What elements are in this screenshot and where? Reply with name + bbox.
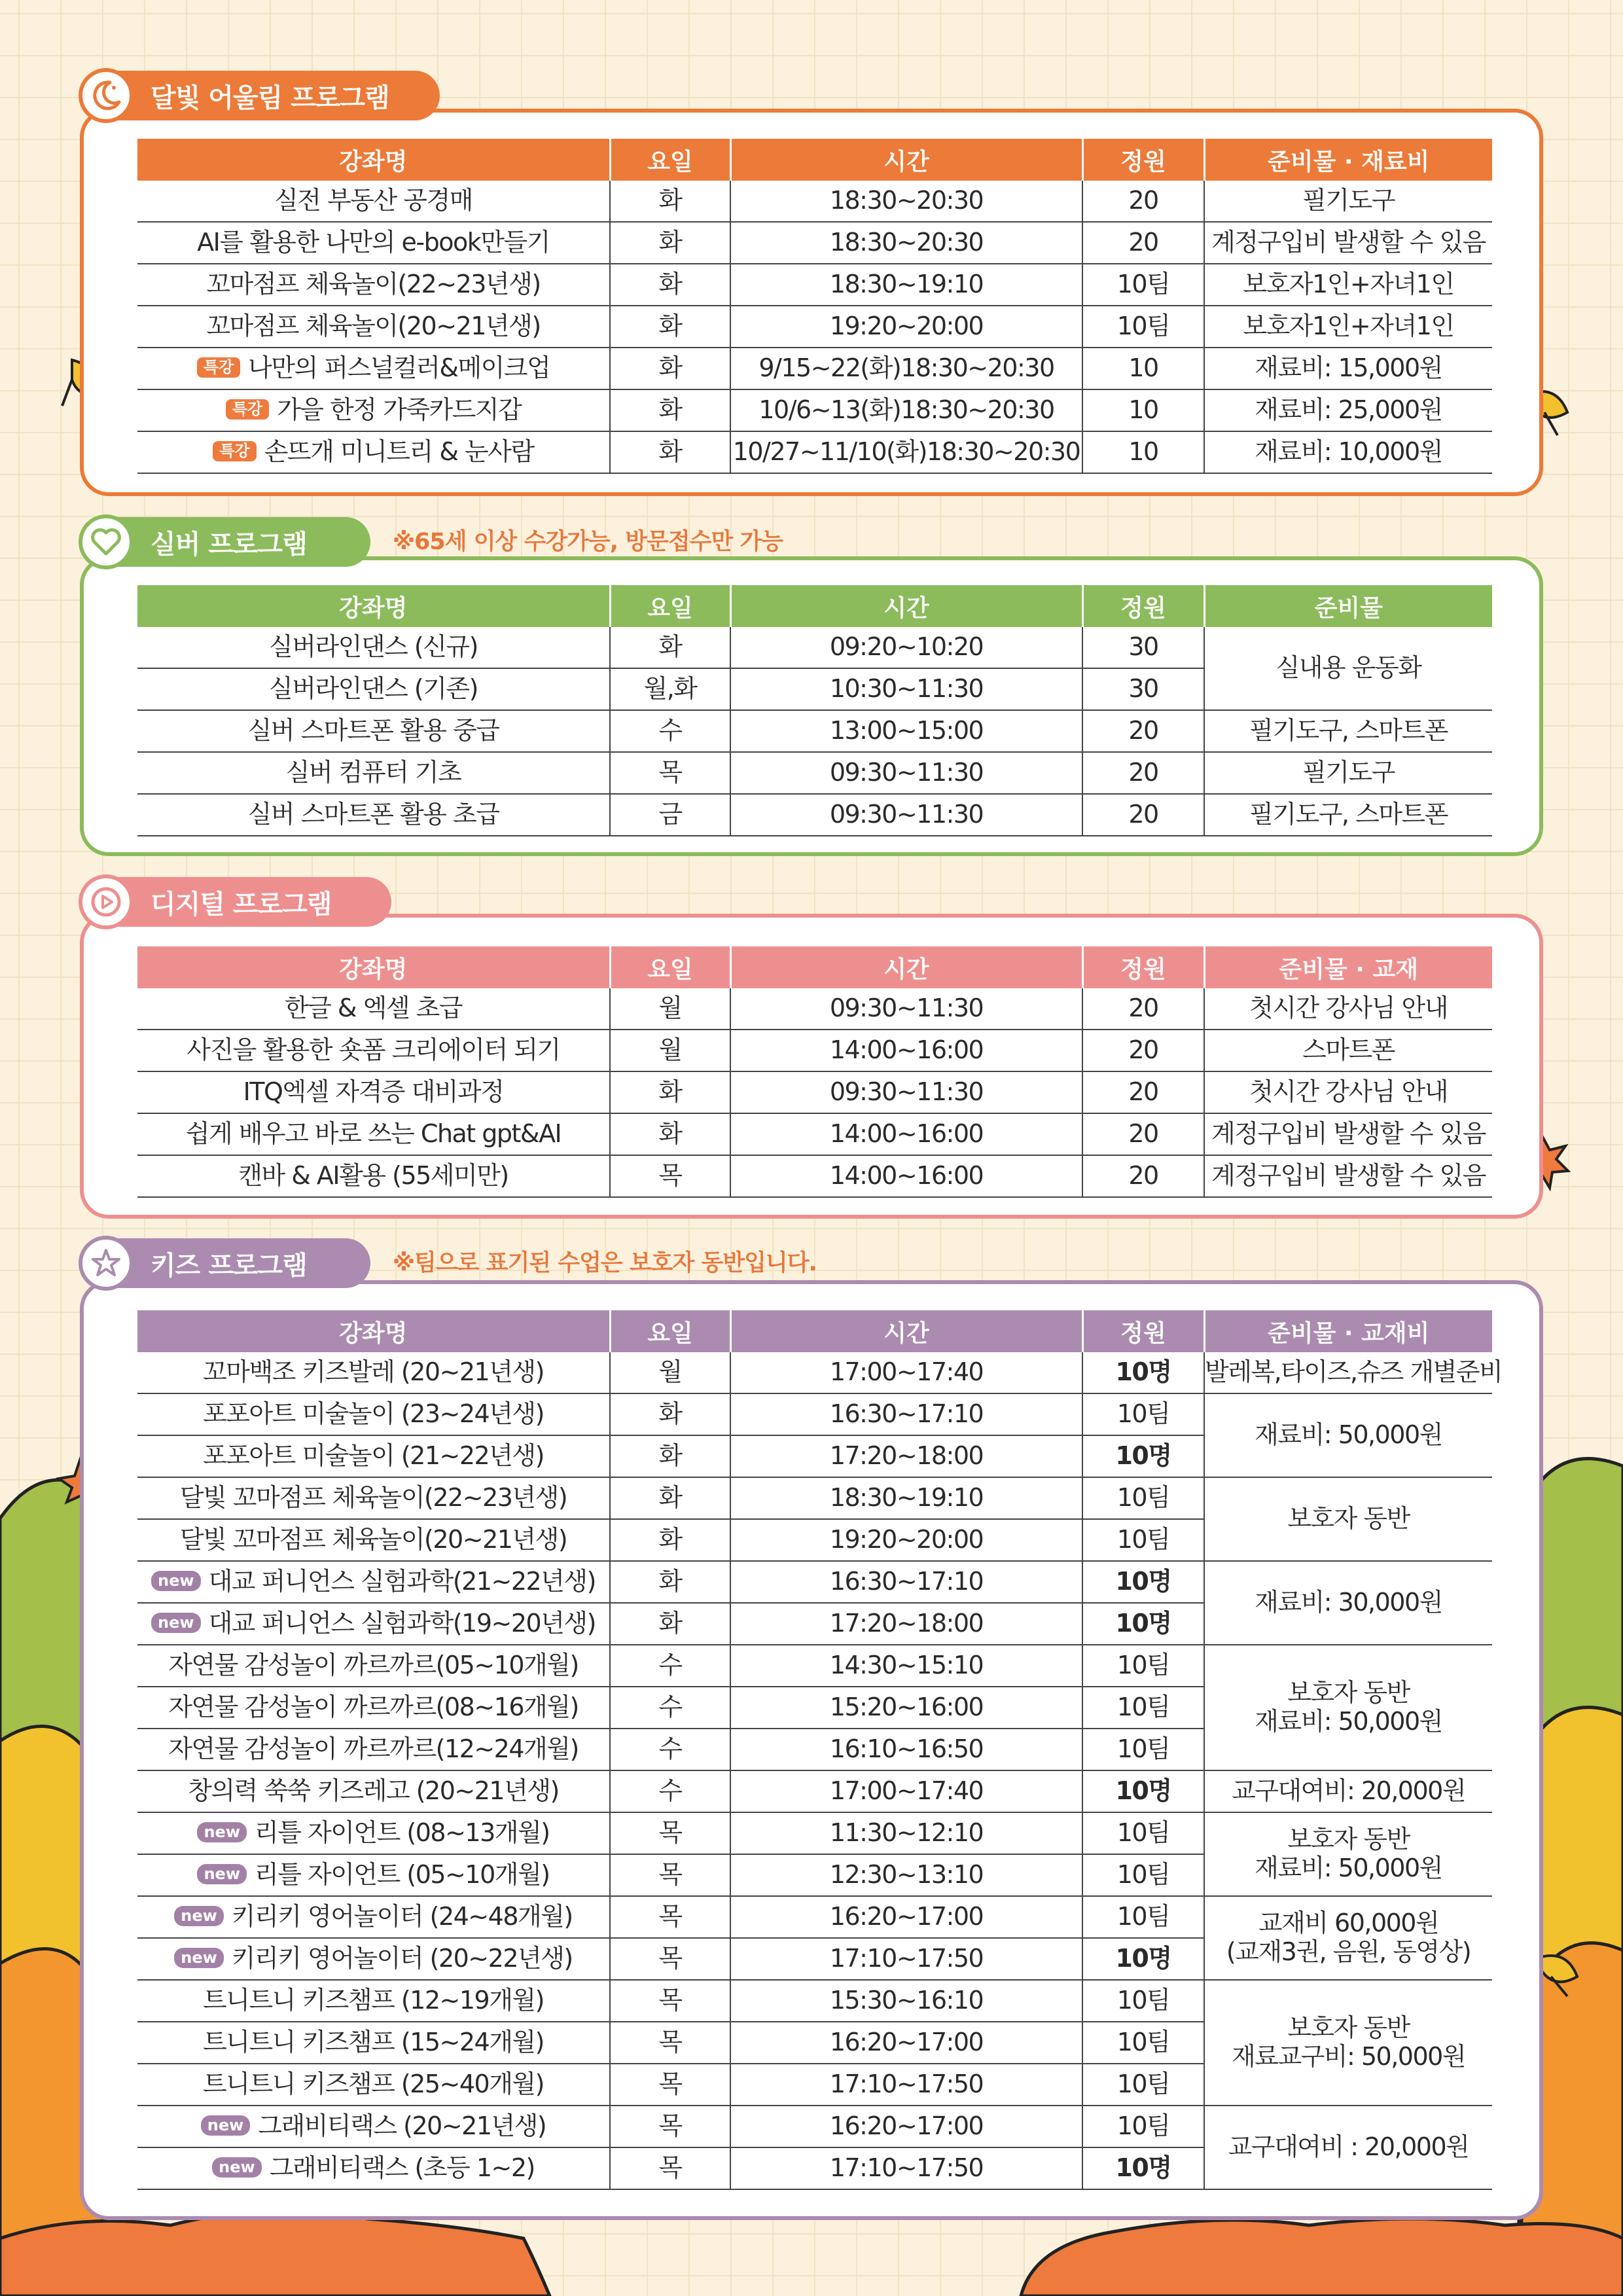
course-time: 11:30~12:10 — [730, 1812, 1082, 1854]
table-row — [137, 1645, 1492, 1687]
course-day: 월 — [610, 1030, 730, 1071]
course-supplies — [1204, 1645, 1492, 1770]
course-supplies: 계정구입비 발생할 수 있음 — [1204, 1113, 1492, 1155]
course-name — [137, 2064, 610, 2106]
course-day: 화 — [610, 348, 730, 389]
course-day: 화 — [610, 1603, 730, 1645]
course-capacity: 10명 — [1082, 1435, 1204, 1477]
course-capacity: 10명 — [1082, 1561, 1204, 1603]
table-row — [137, 1980, 1492, 2022]
table-row — [137, 2106, 1492, 2147]
course-capacity: 10명 — [1082, 1603, 1204, 1645]
new-badge: new — [201, 2115, 251, 2136]
column-header: 시간 — [730, 1310, 1082, 1352]
table-row — [137, 1113, 1492, 1155]
section-title: 디지털 프로그램 — [151, 889, 332, 920]
course-name-text: 리틀 자이언트 (08~13개월) — [255, 1818, 550, 1848]
table-row — [137, 1352, 1492, 1393]
course-name-text: 키리키 영어놀이터 (20~22년생) — [231, 1944, 573, 1973]
course-day: 목 — [610, 752, 730, 794]
course-capacity: 20 — [1082, 181, 1204, 222]
course-day: 목 — [610, 2022, 730, 2064]
course-supplies — [1204, 1812, 1492, 1896]
course-capacity: 30 — [1082, 627, 1204, 668]
table-row — [137, 1812, 1492, 1854]
course-day: 화 — [610, 1435, 730, 1477]
digital-program-table — [137, 946, 1492, 1198]
course-time: 16:10~16:50 — [730, 1729, 1082, 1770]
course-capacity: 10명 — [1082, 1770, 1204, 1812]
supplies-line: 보호자 동반 — [1287, 1678, 1410, 1708]
supplies-line: 재료비: 50,000원 — [1255, 1420, 1442, 1450]
course-time: 17:10~17:50 — [730, 2064, 1082, 2106]
course-name-text: 꼬마점프 체육놀이(22~23년생) — [206, 270, 541, 299]
course-name — [137, 1393, 610, 1435]
course-day: 목 — [610, 1854, 730, 1896]
table-row — [137, 1477, 1492, 1519]
table-row — [137, 988, 1492, 1030]
course-supplies: 필기도구 — [1204, 181, 1492, 222]
course-time: 17:10~17:50 — [730, 1938, 1082, 1980]
evening-program-title-pill — [82, 71, 440, 120]
course-time: 14:30~15:10 — [730, 1645, 1082, 1687]
course-day: 화 — [610, 1519, 730, 1561]
course-name — [137, 306, 610, 348]
course-name — [137, 1896, 610, 1938]
course-day: 화 — [610, 264, 730, 306]
new-badge: new — [151, 1571, 201, 1592]
course-supplies: 재료비: 10,000원 — [1204, 431, 1492, 473]
course-name — [137, 1352, 610, 1393]
course-name-text: AI를 활용한 나만의 e-book만들기 — [197, 228, 550, 257]
course-time: 18:30~19:10 — [730, 1477, 1082, 1519]
kids-program-note: ※팀으로 표기된 수업은 보호자 동반입니다. — [393, 1250, 817, 1276]
course-time: 10:30~11:30 — [730, 668, 1082, 710]
course-capacity: 10팀 — [1082, 306, 1204, 348]
table-row — [137, 794, 1492, 836]
course-capacity: 10팀 — [1082, 1393, 1204, 1435]
column-header: 준비물 · 재료비 — [1204, 139, 1492, 181]
special-lecture-badge: 특강 — [226, 399, 269, 420]
kids-program-title-pill — [82, 1238, 370, 1288]
course-capacity: 20 — [1082, 1155, 1204, 1197]
course-name — [137, 1603, 610, 1645]
supplies-line: 교구대여비: 20,000원 — [1231, 1776, 1466, 1806]
course-name: 실버 컴퓨터 기초 — [137, 752, 610, 794]
course-name-text: 손뜨개 미니트리 & 눈사람 — [264, 437, 534, 467]
course-name: 쉽게 배우고 바로 쓰는 Chat gpt&AI — [137, 1113, 610, 1155]
course-day: 목 — [610, 2064, 730, 2106]
table-row — [137, 1770, 1492, 1812]
course-day: 화 — [610, 389, 730, 431]
course-capacity: 20 — [1082, 752, 1204, 794]
course-day: 화 — [610, 181, 730, 222]
course-capacity: 20 — [1082, 1113, 1204, 1155]
course-day: 금 — [610, 794, 730, 836]
course-day: 화 — [610, 1561, 730, 1603]
course-time: 16:30~17:10 — [730, 1393, 1082, 1435]
course-day: 목 — [610, 2106, 730, 2147]
course-day: 수 — [610, 1687, 730, 1729]
silver-program-table — [137, 585, 1492, 836]
course-time: 16:30~17:10 — [730, 1561, 1082, 1603]
course-day: 목 — [610, 2147, 730, 2189]
column-header: 시간 — [730, 139, 1082, 181]
course-name — [137, 2022, 610, 2064]
course-time: 10/27~11/10(화)18:30~20:30 — [730, 431, 1082, 473]
course-capacity: 10팀 — [1082, 1729, 1204, 1770]
course-name — [137, 1980, 610, 2022]
course-supplies: 첫시간 강사님 안내 — [1204, 988, 1492, 1030]
course-name: 실버 스마트폰 활용 초급 — [137, 794, 610, 836]
course-capacity: 10팀 — [1082, 1854, 1204, 1896]
course-supplies: 계정구입비 발생할 수 있음 — [1204, 1155, 1492, 1197]
course-time: 09:30~11:30 — [730, 988, 1082, 1030]
course-capacity: 20 — [1082, 222, 1204, 264]
course-name-text: 자연물 감성놀이 까르까르(12~24개월) — [168, 1734, 579, 1764]
special-lecture-badge: 특강 — [197, 357, 240, 378]
course-day: 수 — [610, 1645, 730, 1687]
new-badge: new — [174, 1948, 224, 1969]
course-day: 수 — [610, 1729, 730, 1770]
column-header: 요일 — [610, 139, 730, 181]
course-supplies — [1204, 1393, 1492, 1477]
course-supplies: 필기도구, 스마트폰 — [1204, 794, 1492, 836]
course-name-text: 나만의 퍼스널컬러&메이크업 — [248, 353, 550, 383]
course-supplies: 실내용 운동화 — [1204, 627, 1492, 710]
course-supplies: 스마트폰 — [1204, 1030, 1492, 1071]
play-icon — [79, 874, 134, 929]
course-name-text: 꼬마점프 체육놀이(20~21년생) — [206, 312, 541, 341]
supplies-line: 재료비: 50,000원 — [1255, 1854, 1442, 1882]
course-supplies — [1204, 1561, 1492, 1645]
table-row — [137, 752, 1492, 794]
course-name — [137, 1854, 610, 1896]
course-time: 16:20~17:00 — [730, 2106, 1082, 2147]
table-row — [137, 1896, 1492, 1938]
course-name — [137, 222, 610, 264]
supplies-line: 보호자 동반 — [1287, 1825, 1410, 1854]
course-name-text: 트니트니 키즈챔프 (12~19개월) — [203, 1986, 544, 2015]
table-header-row — [137, 946, 1492, 988]
course-capacity: 10팀 — [1082, 1687, 1204, 1729]
table-row — [137, 1071, 1492, 1113]
course-supplies — [1204, 2106, 1492, 2189]
course-name: ITQ엑셀 자격증 대비과정 — [137, 1071, 610, 1113]
table-row — [137, 1393, 1492, 1435]
course-supplies — [1204, 1980, 1492, 2106]
column-header: 정원 — [1082, 946, 1204, 988]
course-name: 실버라인댄스 (신규) — [137, 627, 610, 668]
course-name-text: 그래비티랙스 (초등 1~2) — [269, 2153, 535, 2183]
course-capacity: 10팀 — [1082, 1812, 1204, 1854]
column-header: 요일 — [610, 1310, 730, 1352]
course-name-text: 리틀 자이언트 (05~10개월) — [255, 1860, 550, 1890]
digital-program-section — [80, 914, 1543, 1219]
course-name — [137, 1938, 610, 1980]
course-time: 18:30~20:30 — [730, 222, 1082, 264]
table-row — [137, 389, 1492, 431]
supplies-line: 교구대여비 : 20,000원 — [1228, 2132, 1469, 2162]
course-time: 15:20~16:00 — [730, 1687, 1082, 1729]
column-header: 강좌명 — [339, 1319, 408, 1347]
course-name — [137, 1729, 610, 1770]
table-row — [137, 1155, 1492, 1197]
course-name-text: 창의력 쑥쑥 키즈레고 (20~21년생) — [188, 1776, 559, 1806]
course-time: 09:20~10:20 — [730, 627, 1082, 668]
course-capacity: 10팀 — [1082, 2064, 1204, 2106]
course-supplies — [1204, 1477, 1492, 1561]
special-lecture-badge: 특강 — [213, 441, 256, 462]
course-name: 캔바 & AI활용 (55세미만) — [137, 1155, 610, 1197]
course-capacity: 10팀 — [1082, 264, 1204, 306]
silver-program-section — [80, 556, 1543, 856]
digital-program-title-pill — [82, 877, 391, 927]
course-time: 19:20~20:00 — [730, 306, 1082, 348]
table-row — [137, 1030, 1492, 1071]
course-name-text: 포포아트 미술놀이 (21~22년생) — [203, 1441, 544, 1471]
new-badge: new — [212, 2157, 262, 2178]
course-time: 14:00~16:00 — [730, 1113, 1082, 1155]
course-day: 월,화 — [610, 668, 730, 710]
column-header: 준비물 — [1204, 585, 1492, 627]
course-time: 10/6~13(화)18:30~20:30 — [730, 389, 1082, 431]
course-day: 화 — [610, 627, 730, 668]
course-name: 실버라인댄스 (기존) — [137, 668, 610, 710]
course-day: 목 — [610, 1812, 730, 1854]
supplies-line: 재료비: 30,000원 — [1255, 1588, 1442, 1617]
course-name: 사진을 활용한 숏폼 크리에이터 되기 — [137, 1030, 610, 1071]
course-time: 17:20~18:00 — [730, 1435, 1082, 1477]
course-supplies — [1204, 1352, 1503, 1393]
course-name: 실버 스마트폰 활용 중급 — [137, 710, 610, 752]
course-capacity: 10 — [1082, 431, 1204, 473]
course-name-text: 가을 한정 가죽카드지갑 — [277, 395, 522, 425]
course-time: 17:20~18:00 — [730, 1603, 1082, 1645]
course-time: 17:00~17:40 — [730, 1352, 1082, 1393]
course-capacity: 20 — [1082, 794, 1204, 836]
table-row — [137, 264, 1492, 306]
course-capacity: 10팀 — [1082, 1645, 1204, 1687]
course-name-text: 자연물 감성놀이 까르까르(05~10개월) — [168, 1651, 579, 1680]
table-row — [137, 222, 1492, 264]
supplies-line: 교재비 60,000원 — [1258, 1909, 1439, 1938]
supplies-line: 보호자 동반 — [1287, 2013, 1410, 2043]
course-name-text: 자연물 감성놀이 까르까르(08~16개월) — [168, 1693, 579, 1722]
course-time: 09:30~11:30 — [730, 794, 1082, 836]
course-name-text: 트니트니 키즈챔프 (25~40개월) — [203, 2070, 544, 2099]
course-name-text: 대교 퍼니언스 실험과학(21~22년생) — [208, 1567, 596, 1596]
course-time: 09:30~11:30 — [730, 752, 1082, 794]
course-name — [137, 389, 610, 431]
course-day: 목 — [610, 1938, 730, 1980]
column-header: 요일 — [610, 585, 730, 627]
course-name — [137, 1519, 610, 1561]
course-time: 13:00~15:00 — [730, 710, 1082, 752]
course-supplies: 재료비: 15,000원 — [1204, 348, 1492, 389]
course-name-text: 포포아트 미술놀이 (23~24년생) — [203, 1399, 544, 1429]
course-time: 09:30~11:30 — [730, 1071, 1082, 1113]
supplies-line: 발레복,타이즈,슈즈 개별준비 — [1205, 1357, 1503, 1387]
moon-icon — [79, 68, 134, 123]
course-supplies: 보호자1인+자녀1인 — [1204, 264, 1492, 306]
course-supplies: 계정구입비 발생할 수 있음 — [1204, 222, 1492, 264]
course-name-text: 달빛 꼬마점프 체육놀이(20~21년생) — [179, 1525, 567, 1554]
course-name — [137, 1435, 610, 1477]
table-row — [137, 710, 1492, 752]
table-row — [137, 627, 1492, 668]
course-capacity: 20 — [1082, 1030, 1204, 1071]
course-day: 월 — [610, 1352, 730, 1393]
course-name-text: 트니트니 키즈챔프 (15~24개월) — [203, 2028, 544, 2057]
course-supplies: 보호자1인+자녀1인 — [1204, 306, 1492, 348]
silver-program-note: ※65세 이상 수강가능, 방문접수만 가능 — [393, 529, 783, 555]
course-time: 17:00~17:40 — [730, 1770, 1082, 1812]
course-capacity: 10팀 — [1082, 2022, 1204, 2064]
column-header: 시간 — [730, 946, 1082, 988]
section-title: 키즈 프로그램 — [151, 1250, 307, 1281]
course-name — [137, 348, 610, 389]
table-row — [137, 348, 1492, 389]
course-capacity: 10팀 — [1082, 1980, 1204, 2022]
course-time: 19:20~20:00 — [730, 1519, 1082, 1561]
column-header: 요일 — [610, 946, 730, 988]
course-name — [137, 431, 610, 473]
star-icon — [79, 1236, 134, 1291]
course-capacity: 10팀 — [1082, 1519, 1204, 1561]
evening-program-section — [80, 109, 1543, 496]
kids-program-section — [80, 1280, 1543, 2220]
table-header-row — [137, 1310, 1492, 1352]
course-name-text: 달빛 꼬마점프 체육놀이(22~23년생) — [179, 1483, 567, 1513]
course-supplies — [1204, 1896, 1492, 1980]
course-day: 화 — [610, 431, 730, 473]
course-capacity: 20 — [1082, 710, 1204, 752]
supplies-line: 재료교구비: 50,000원 — [1231, 2042, 1466, 2071]
course-supplies: 필기도구 — [1204, 752, 1492, 794]
course-day: 수 — [610, 1770, 730, 1812]
course-name — [137, 1645, 610, 1687]
course-day: 월 — [610, 988, 730, 1030]
course-capacity: 10팀 — [1082, 1477, 1204, 1519]
column-header: 강좌명 — [339, 956, 408, 983]
course-name-text: 대교 퍼니언스 실험과학(19~20년생) — [208, 1609, 596, 1638]
course-name — [137, 2106, 610, 2147]
course-name-text: 꼬마백조 키즈발레 (20~21년생) — [203, 1357, 544, 1387]
supplies-line: 재료비: 50,000원 — [1255, 1707, 1442, 1736]
course-name — [137, 1812, 610, 1854]
course-time: 18:30~20:30 — [730, 181, 1082, 222]
course-day: 화 — [610, 1393, 730, 1435]
course-name — [137, 2147, 610, 2189]
table-row — [137, 306, 1492, 348]
course-time: 14:00~16:00 — [730, 1155, 1082, 1197]
column-header: 정원 — [1082, 139, 1204, 181]
course-capacity: 20 — [1082, 1071, 1204, 1113]
course-day: 화 — [610, 222, 730, 264]
silver-program-title-pill — [82, 517, 370, 567]
course-time: 15:30~16:10 — [730, 1980, 1082, 2022]
course-name-text: 키리키 영어놀이터 (24~48개월) — [231, 1902, 573, 1931]
course-day: 화 — [610, 1071, 730, 1113]
course-name — [137, 264, 610, 306]
course-time: 16:20~17:00 — [730, 1896, 1082, 1938]
course-name — [137, 1561, 610, 1603]
course-day: 화 — [610, 1477, 730, 1519]
course-time: 14:00~16:00 — [730, 1030, 1082, 1071]
table-row — [137, 1561, 1492, 1603]
course-time: 9/15~22(화)18:30~20:30 — [730, 348, 1082, 389]
evening-program-table — [137, 139, 1492, 474]
new-badge: new — [197, 1864, 247, 1885]
course-name — [137, 1477, 610, 1519]
course-capacity: 10명 — [1082, 1938, 1204, 1980]
section-title: 실버 프로그램 — [151, 529, 307, 560]
course-day: 목 — [610, 1980, 730, 2022]
course-name: 한글 & 엑셀 초급 — [137, 988, 610, 1030]
course-day: 목 — [610, 1896, 730, 1938]
course-day: 목 — [610, 1155, 730, 1197]
column-header: 강좌명 — [339, 148, 408, 175]
course-capacity: 10팀 — [1082, 1896, 1204, 1938]
course-day: 화 — [610, 306, 730, 348]
table-row — [137, 181, 1492, 222]
course-capacity: 20 — [1082, 988, 1204, 1030]
course-time: 16:20~17:00 — [730, 2022, 1082, 2064]
course-supplies: 필기도구, 스마트폰 — [1204, 710, 1492, 752]
kids-program-table — [137, 1310, 1503, 2190]
table-row — [137, 431, 1492, 473]
course-name — [137, 181, 610, 222]
column-header: 시간 — [730, 585, 1082, 627]
table-header-row — [137, 585, 1492, 627]
course-time: 12:30~13:10 — [730, 1854, 1082, 1896]
table-header-row — [137, 139, 1492, 181]
course-capacity: 10 — [1082, 389, 1204, 431]
course-capacity: 10 — [1082, 348, 1204, 389]
column-header: 정원 — [1082, 585, 1204, 627]
new-badge: new — [151, 1613, 201, 1634]
course-time: 17:10~17:50 — [730, 2147, 1082, 2189]
column-header: 준비물 · 교재 — [1204, 946, 1492, 988]
course-capacity: 10명 — [1082, 2147, 1204, 2189]
course-time: 18:30~19:10 — [730, 264, 1082, 306]
new-badge: new — [197, 1822, 247, 1843]
supplies-line: (교재3권, 음원, 동영상) — [1226, 1937, 1471, 1966]
column-header: 준비물 · 교재비 — [1204, 1310, 1492, 1352]
section-title: 달빛 어울림 프로그램 — [151, 82, 389, 113]
new-badge: new — [174, 1906, 224, 1927]
column-header: 강좌명 — [339, 594, 408, 622]
course-name-text: 그래비티랙스 (20~21년생) — [258, 2111, 546, 2141]
course-supplies: 첫시간 강사님 안내 — [1204, 1071, 1492, 1113]
supplies-line: 보호자 동반 — [1287, 1504, 1410, 1534]
course-name — [137, 1687, 610, 1729]
course-capacity: 10명 — [1082, 1352, 1204, 1393]
column-header: 정원 — [1082, 1310, 1204, 1352]
course-name — [137, 1770, 610, 1812]
heart-icon — [79, 514, 134, 569]
course-day: 화 — [610, 1113, 730, 1155]
course-supplies: 재료비: 25,000원 — [1204, 389, 1492, 431]
course-name-text: 실전 부동산 공경매 — [274, 186, 473, 215]
course-capacity: 10팀 — [1082, 2106, 1204, 2147]
course-capacity: 30 — [1082, 668, 1204, 710]
course-day: 수 — [610, 710, 730, 752]
course-supplies — [1204, 1770, 1492, 1812]
